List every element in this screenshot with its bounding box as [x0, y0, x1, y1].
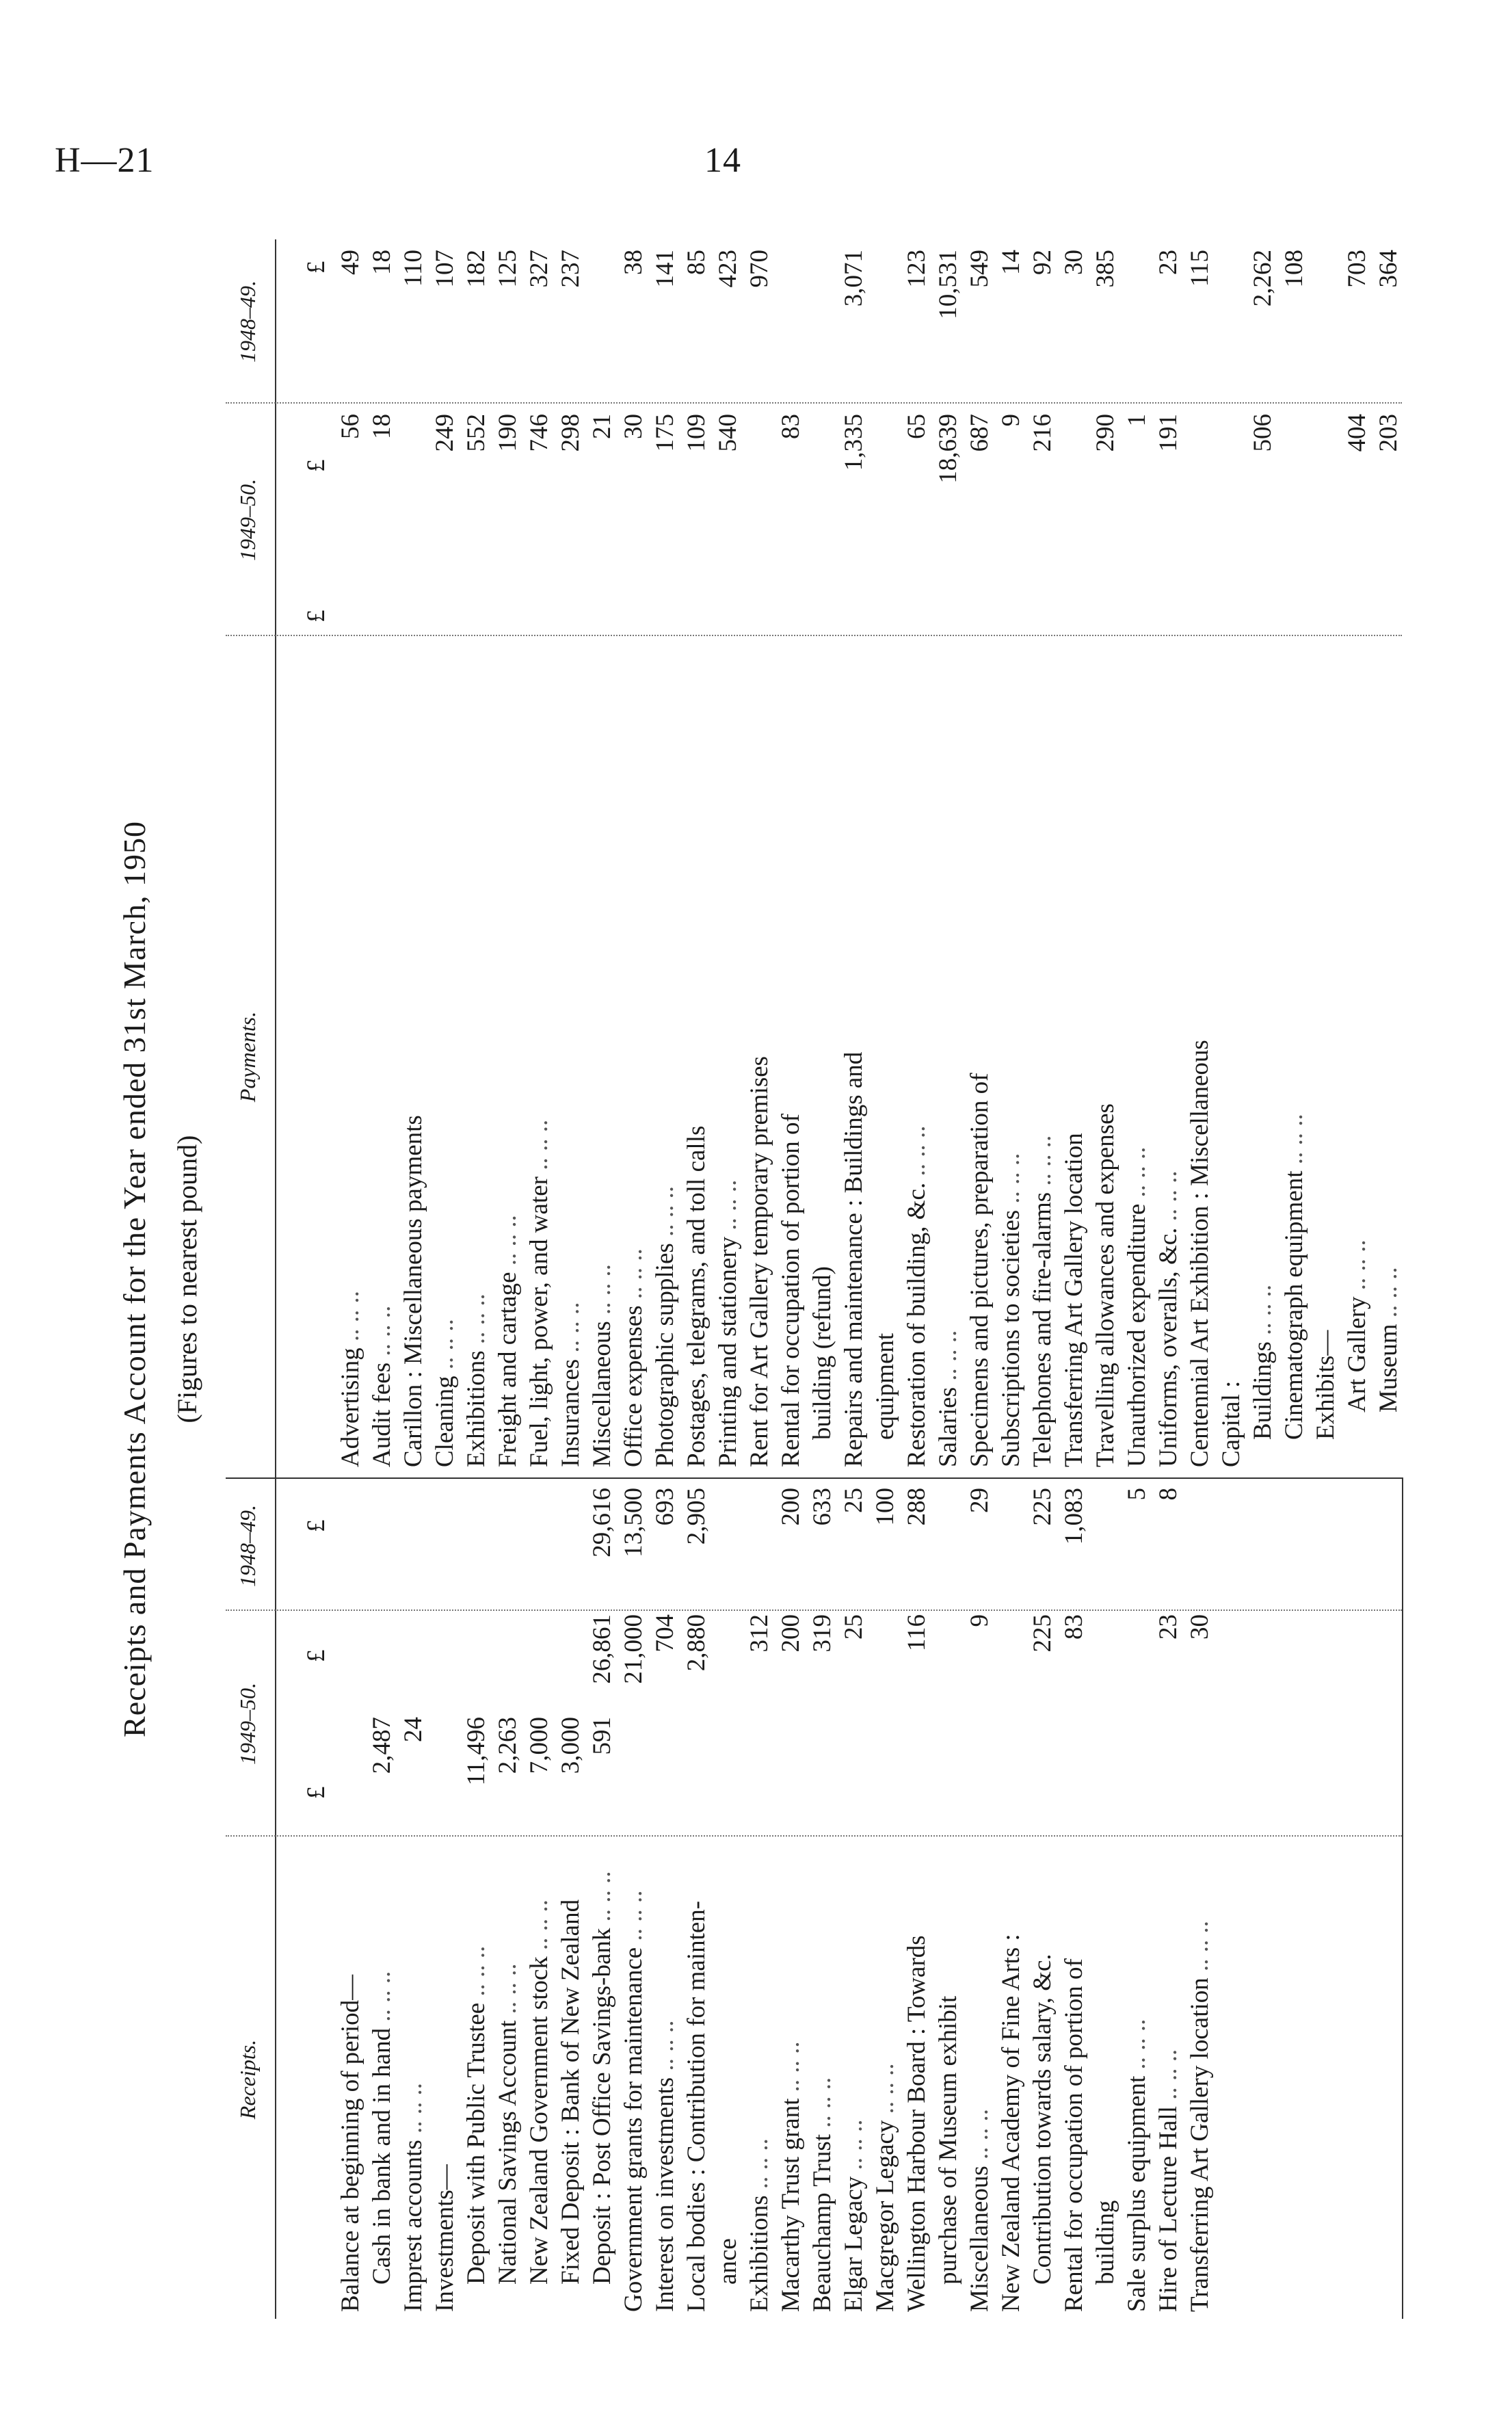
payment-label: Museum .. .. ..	[1375, 1267, 1403, 1412]
receipt-amount-1950: 26,861	[588, 1614, 616, 1684]
payment-amount-1950: 552	[462, 414, 490, 452]
leader-dots: .. .. ..	[777, 2041, 805, 2099]
leader-dots: .. .. ..	[651, 1185, 679, 1244]
payment-amount-1949: 970	[745, 250, 773, 288]
receipt-amount-subtotal: 11,496	[462, 1717, 490, 1786]
center-divider	[226, 1477, 1402, 1479]
payment-label: Cleaning .. .. ..	[431, 1319, 459, 1467]
leader-dots: .. .. ..	[1375, 1267, 1403, 1324]
col-head-payments-1949: 1948–49.	[235, 280, 260, 363]
payment-label: Salaries .. .. ..	[934, 1330, 962, 1467]
payment-label: building (refund)	[808, 1266, 836, 1440]
payment-label: Carillon : Miscellaneous payments	[399, 1115, 427, 1467]
leader-dots: .. .. ..	[620, 1248, 648, 1306]
payment-label: Buildings .. .. ..	[1249, 1284, 1277, 1440]
payment-label: Insurances .. .. ..	[557, 1302, 585, 1467]
receipt-amount-1950: 116	[903, 1614, 931, 1652]
receipt-label: Fixed Deposit : Bank of New Zealand	[557, 1899, 585, 2285]
receipt-label: Balance at beginning of period—	[336, 1974, 364, 2312]
leader-dots: .. .. ..	[431, 1319, 459, 1376]
payment-amount-1949: 18	[368, 250, 396, 275]
payment-amount-1949: 30	[1060, 250, 1088, 275]
leader-dots: .. .. ..	[525, 1119, 553, 1177]
col-head-payments: Payments.	[235, 1011, 260, 1103]
leader-dots: .. .. ..	[997, 1153, 1025, 1210]
receipt-amount-1949: 29,616	[588, 1488, 616, 1558]
receipt-label: Cash in bank and in hand .. .. ..	[368, 1971, 396, 2285]
payment-amount-1949: 85	[682, 250, 711, 275]
receipt-amount-1950: 83	[1060, 1614, 1088, 1640]
leader-dots: .. .. ..	[903, 1125, 931, 1183]
payment-label: Capital :	[1217, 1380, 1245, 1467]
leader-dots: .. .. ..	[620, 1890, 648, 1947]
col-head-receipts-1950: 1949–50.	[235, 1683, 260, 1765]
payment-label: Freight and cartage .. .. ..	[494, 1215, 522, 1467]
payment-label: Exhibits—	[1312, 1330, 1340, 1440]
payment-label: Art Gallery .. .. ..	[1343, 1239, 1371, 1412]
receipt-label: Deposit : Post Office Savings-bank .. .. ..	[588, 1871, 616, 2285]
receipt-amount-1950: 200	[777, 1614, 805, 1653]
payment-amount-1950: 18	[368, 414, 396, 439]
receipt-amount-1950: 9	[966, 1614, 994, 1627]
payment-label: Specimens and pictures, preparation of	[966, 1073, 994, 1467]
payment-amount-1949: 549	[966, 250, 994, 288]
receipt-amount-1950: 312	[745, 1614, 773, 1653]
payment-label: Repairs and maintenance : Buildings and	[840, 1051, 868, 1467]
col-divider	[226, 402, 1402, 404]
payment-label: Unauthorized expenditure .. .. ..	[1123, 1146, 1151, 1467]
receipt-amount-1950: 2,880	[682, 1614, 711, 1672]
col-head-receipts-1949: 1948–49.	[235, 1505, 260, 1587]
receipt-amount-1949: 29	[966, 1488, 994, 1513]
receipt-label: Investments—	[431, 2164, 459, 2312]
payment-amount-1950: 56	[336, 414, 364, 439]
payment-amount-1949: 364	[1375, 250, 1403, 288]
col-divider	[226, 635, 1402, 636]
payment-amount-1950: 1,335	[840, 414, 868, 471]
statement-subtitle: (Figures to nearest pound)	[172, 1135, 202, 1423]
payment-amount-1949: 423	[714, 250, 742, 288]
receipt-amount-1949: 100	[871, 1488, 899, 1526]
receipt-label: Local bodies : Contribution for mainten-	[682, 1900, 711, 2312]
payment-label: Photographic supplies .. .. ..	[651, 1185, 679, 1467]
payment-amount-1949: 703	[1343, 250, 1371, 288]
payment-amount-1949: 385	[1091, 250, 1119, 288]
receipt-label: National Savings Account .. .. ..	[494, 1963, 522, 2285]
payment-amount-1950: 191	[1154, 414, 1182, 452]
leader-dots: .. .. ..	[494, 1215, 522, 1272]
leader-dots: .. .. ..	[525, 1899, 553, 1957]
payment-label: Telephones and fire-alarms .. .. ..	[1029, 1135, 1057, 1467]
leader-dots: .. .. ..	[557, 1302, 585, 1359]
payment-label: equipment	[871, 1332, 899, 1440]
leader-dots: .. .. ..	[1343, 1239, 1371, 1297]
payment-label: Exhibitions .. .. ..	[462, 1293, 490, 1467]
payment-amount-1950: 9	[997, 414, 1025, 427]
receipt-amount-1950: 30	[1186, 1614, 1214, 1640]
payment-amount-1950: 746	[525, 414, 553, 452]
receipt-label: Interest on investments .. .. ..	[651, 2020, 679, 2312]
payment-amount-1949: 123	[903, 250, 931, 288]
payment-label: Subscriptions to societies .. .. ..	[997, 1153, 1025, 1467]
receipt-amount-1949: 25	[840, 1488, 868, 1513]
payment-label: Audit fees .. .. ..	[368, 1305, 396, 1467]
leader-dots: .. .. ..	[1249, 1284, 1277, 1342]
payment-amount-1950: 21	[588, 414, 616, 439]
receipt-amount-1949: 2,905	[682, 1488, 711, 1545]
leader-dots: .. .. ..	[1186, 1920, 1214, 1978]
receipt-amount-1949: 5	[1123, 1488, 1151, 1501]
payment-label: Rent for Art Gallery temporary premises	[745, 1055, 773, 1467]
leader-dots: .. .. ..	[1280, 1114, 1308, 1171]
leader-dots: .. .. ..	[368, 1971, 396, 2028]
currency-receipts-1950b: £	[302, 1649, 330, 1662]
leader-dots: .. .. ..	[808, 2077, 836, 2134]
payment-amount-1950: 190	[494, 414, 522, 452]
payment-amount-1950: 65	[903, 414, 931, 439]
payment-amount-1950: 203	[1375, 414, 1403, 452]
receipt-amount-1949: 693	[651, 1488, 679, 1526]
receipt-label: Exhibitions .. .. ..	[745, 2138, 773, 2312]
payment-amount-1950: 298	[557, 414, 585, 452]
receipt-amount-1949: 633	[808, 1488, 836, 1526]
receipt-amount-subtotal: 2,263	[494, 1717, 522, 1774]
payment-label: Cinematograph equipment .. .. ..	[1280, 1114, 1308, 1440]
leader-dots: .. .. ..	[1123, 1146, 1151, 1204]
leader-dots: .. .. ..	[1029, 1135, 1057, 1192]
receipt-amount-subtotal: 591	[588, 1717, 616, 1755]
receipt-amount-1950: 704	[651, 1614, 679, 1653]
leader-dots: .. .. ..	[966, 2109, 994, 2166]
payment-amount-1949: 125	[494, 250, 522, 288]
payment-amount-1950: 1	[1123, 414, 1151, 427]
col-divider	[226, 1609, 1402, 1611]
leader-dots: .. .. ..	[745, 2138, 773, 2196]
payment-label: Transferring Art Gallery location	[1060, 1133, 1088, 1467]
payment-amount-1949: 38	[620, 250, 648, 275]
receipt-label: ance	[714, 2238, 742, 2285]
payment-amount-1950: 404	[1343, 414, 1371, 452]
receipt-amount-1949: 13,500	[620, 1488, 648, 1558]
receipt-label: purchase of Museum exhibit	[934, 1995, 962, 2285]
receipt-label: New Zealand Government stock .. .. ..	[525, 1899, 553, 2285]
payment-label: Postages, telegrams, and toll calls	[682, 1125, 711, 1467]
receipt-amount-subtotal: 2,487	[368, 1717, 396, 1774]
payment-label: Restoration of building, &c. .. .. ..	[903, 1125, 931, 1467]
receipt-amount-subtotal: 3,000	[557, 1717, 585, 1774]
payment-amount-1950: 83	[777, 414, 805, 439]
receipt-label: Imprest accounts .. .. ..	[399, 2083, 427, 2312]
payment-amount-1950: 249	[431, 414, 459, 452]
payment-amount-1950: 109	[682, 414, 711, 452]
payment-amount-1949: 110	[399, 250, 427, 287]
receipt-label: building	[1091, 2200, 1119, 2285]
payment-amount-1949: 92	[1029, 250, 1057, 275]
leader-dots: .. .. ..	[714, 1179, 742, 1237]
payment-amount-1949: 141	[651, 250, 679, 288]
payment-amount-1950: 506	[1249, 414, 1277, 452]
receipt-label: Transferring Art Gallery location .. .. ..	[1186, 1920, 1214, 2312]
receipt-amount-1950: 25	[840, 1614, 868, 1640]
footer-rule	[1402, 1477, 1403, 2319]
payment-label: Miscellaneous .. .. ..	[588, 1264, 616, 1467]
receipt-amount-1949: 225	[1029, 1488, 1057, 1526]
payment-label: Office expenses .. .. ..	[620, 1248, 648, 1467]
receipt-label: Wellington Harbour Board : Towards	[903, 1935, 931, 2312]
payment-label: Printing and stationery .. .. ..	[714, 1179, 742, 1467]
receipt-label: Elgar Legacy .. .. ..	[840, 2119, 868, 2312]
col-head-receipts: Receipts.	[235, 2039, 260, 2120]
leader-dots: .. .. ..	[336, 1291, 364, 1348]
currency-receipts-1950a: £	[302, 1786, 330, 1799]
currency-payments-1950b: £	[302, 459, 330, 472]
receipts-payments-table	[226, 239, 1409, 2319]
receipt-amount-1949: 288	[903, 1488, 931, 1526]
currency-payments-1949: £	[302, 261, 330, 274]
receipt-label: Macarthy Trust grant .. .. ..	[777, 2041, 805, 2312]
statement-title: Receipts and Payments Account for the Year ended 31st March, 1950	[117, 821, 152, 1737]
payment-label: Advertising .. .. ..	[336, 1291, 364, 1467]
leader-dots: .. .. ..	[840, 2119, 868, 2177]
leader-dots: .. .. ..	[588, 1871, 616, 1928]
receipt-amount-1950: 23	[1154, 1614, 1182, 1640]
payment-amount-1949: 3,071	[840, 250, 868, 307]
payment-amount-1949: 10,531	[934, 250, 962, 319]
page-code: H—21	[55, 141, 155, 180]
leader-dots: .. .. ..	[368, 1305, 396, 1363]
payment-amount-1949: 327	[525, 250, 553, 288]
receipt-label: Deposit with Public Trustee .. .. ..	[462, 1945, 490, 2285]
payment-amount-1950: 540	[714, 414, 742, 452]
receipt-amount-1949: 1,083	[1060, 1488, 1088, 1545]
payment-amount-1949: 14	[997, 250, 1025, 275]
leader-dots: .. .. ..	[651, 2020, 679, 2077]
leader-dots: .. .. ..	[1154, 2049, 1182, 2106]
page-number: 14	[704, 141, 741, 180]
leader-dots: .. .. ..	[1123, 2019, 1151, 2076]
header-rule	[275, 239, 276, 2319]
leader-dots: .. .. ..	[494, 1963, 522, 2021]
receipt-amount-subtotal: 24	[399, 1717, 427, 1742]
receipt-label: Sale surplus equipment .. .. ..	[1123, 2019, 1151, 2312]
currency-receipts-1949: £	[302, 1519, 330, 1532]
col-divider	[226, 1835, 1402, 1837]
receipt-amount-1950: 21,000	[620, 1614, 648, 1684]
leader-dots: .. .. ..	[871, 2063, 899, 2120]
payment-amount-1949: 115	[1186, 250, 1214, 287]
receipt-label: Contribution towards salary, &c.	[1029, 1954, 1057, 2285]
payment-label: Rental for occupation of portion of	[777, 1114, 805, 1467]
payment-label: Centennial Art Exhibition : Miscellaneous	[1186, 1040, 1214, 1467]
currency-payments-1950a: £	[302, 609, 330, 622]
leader-dots: .. .. ..	[462, 1945, 490, 2003]
payment-amount-1949: 108	[1280, 250, 1308, 288]
payment-amount-1950: 290	[1091, 414, 1119, 452]
rotated-statement	[116, 239, 1416, 2319]
receipt-label: Rental for occupation of portion of	[1060, 1958, 1088, 2312]
payment-amount-1949: 107	[431, 250, 459, 288]
leader-dots: .. .. ..	[399, 2083, 427, 2140]
leader-dots: .. .. ..	[934, 1330, 962, 1387]
receipt-label: Hire of Lecture Hall .. .. ..	[1154, 2049, 1182, 2312]
receipt-label: Government grants for maintenance .. .. ..	[620, 1890, 648, 2312]
receipt-label: Beauchamp Trust .. .. ..	[808, 2077, 836, 2312]
payment-amount-1949: 49	[336, 250, 364, 275]
leader-dots: .. .. ..	[1154, 1170, 1182, 1228]
payment-label: Travelling allowances and expenses	[1091, 1103, 1119, 1467]
payment-amount-1949: 23	[1154, 250, 1182, 275]
payment-amount-1950: 18,639	[934, 414, 962, 484]
payment-amount-1950: 216	[1029, 414, 1057, 452]
payment-amount-1950: 687	[966, 414, 994, 452]
col-head-payments-1950: 1949–50.	[235, 479, 260, 561]
payment-label: Fuel, light, power, and water .. .. ..	[525, 1119, 553, 1467]
receipt-label: Macgregor Legacy .. .. ..	[871, 2063, 899, 2312]
payment-amount-1949: 2,262	[1249, 250, 1277, 307]
receipt-label: New Zealand Academy of Fine Arts :	[997, 1934, 1025, 2312]
payment-amount-1950: 30	[620, 414, 648, 439]
leader-dots: .. .. ..	[588, 1264, 616, 1322]
payment-label: Uniforms, overalls, &c. .. .. ..	[1154, 1170, 1182, 1467]
receipt-amount-subtotal: 7,000	[525, 1717, 553, 1774]
payment-amount-1949: 182	[462, 250, 490, 288]
receipt-amount-1950: 319	[808, 1614, 836, 1653]
receipt-amount-1949: 8	[1154, 1488, 1182, 1501]
receipt-amount-1949: 200	[777, 1488, 805, 1526]
leader-dots: .. .. ..	[462, 1293, 490, 1351]
payment-amount-1949: 237	[557, 250, 585, 288]
receipt-label: Miscellaneous .. .. ..	[966, 2109, 994, 2312]
receipt-amount-1950: 225	[1029, 1614, 1057, 1653]
payment-amount-1950: 175	[651, 414, 679, 452]
